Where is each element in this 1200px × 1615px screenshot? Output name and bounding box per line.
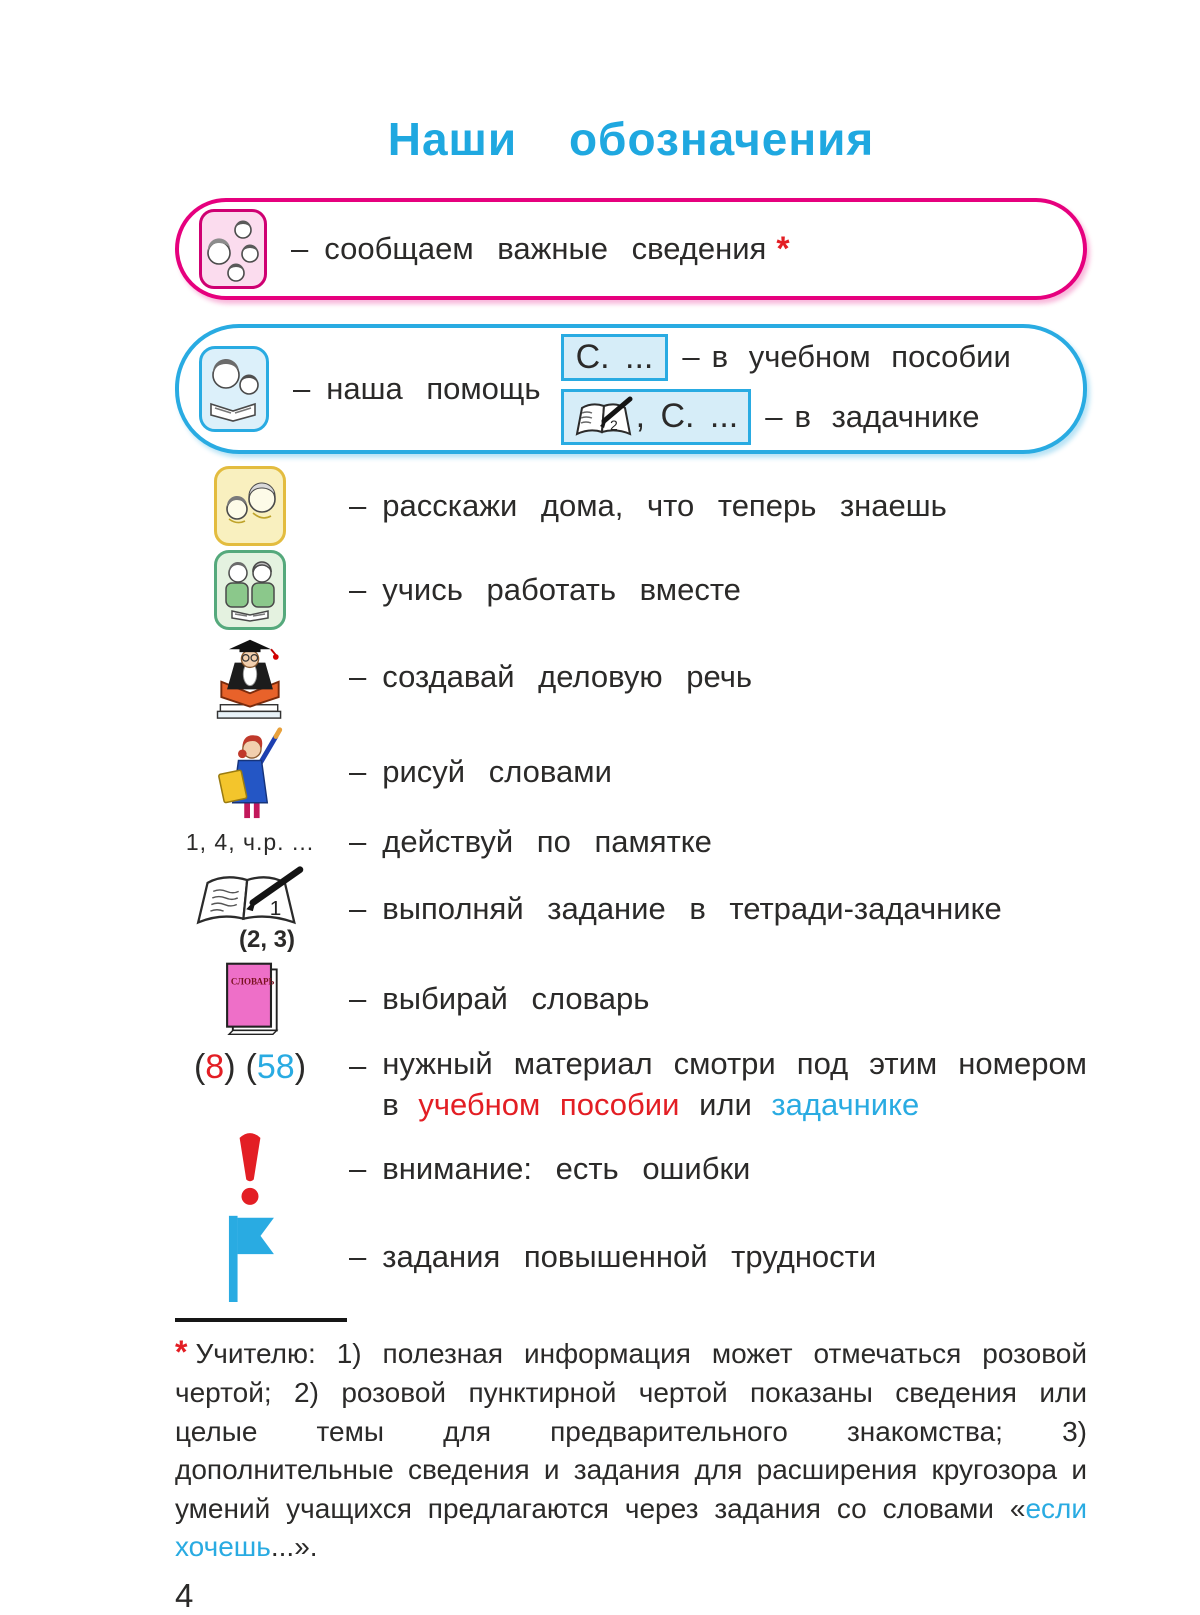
footnote-asterisk: * bbox=[175, 1333, 188, 1370]
legend-label: выбирай словарь bbox=[382, 981, 650, 1016]
legend-list bbox=[175, 466, 1087, 1302]
legend-label: рисуй словами bbox=[382, 754, 612, 789]
important-info-label: сообщаем важные сведения bbox=[324, 231, 767, 266]
our-help-label: наша помощь bbox=[326, 371, 541, 406]
dash: – bbox=[291, 231, 309, 266]
dictionary-icon bbox=[217, 958, 283, 1040]
legend-row-numbered-material bbox=[175, 1044, 1087, 1126]
page-ref-box: С. ... bbox=[561, 334, 669, 381]
dash: – bbox=[293, 371, 311, 406]
taskbook-number: 58 bbox=[256, 1048, 295, 1086]
legend-label: учись работать вместе bbox=[382, 572, 741, 607]
svg-text:2: 2 bbox=[609, 416, 618, 433]
professor-icon bbox=[212, 634, 288, 720]
legend-row-business-speech bbox=[175, 634, 1087, 720]
footnote-text: * Учителю: 1) полезная информация может отмечаться розовой чертой; 2) розовой пунктирной чертой показаны сведения или целые темы для предварительного знакомства; 3) дополнительные сведения и задания для расширения кругозора и умений учащихся предлагаются через задания со словами «если хочешь...». bbox=[175, 1333, 1087, 1563]
taskbook-reference bbox=[561, 389, 1011, 445]
dash: – bbox=[349, 1238, 367, 1274]
teacher-footnote bbox=[175, 1318, 1087, 1567]
number-references: (8) (58) bbox=[193, 1048, 307, 1086]
legend-row-attention bbox=[175, 1130, 1087, 1208]
dash: – bbox=[349, 981, 367, 1016]
taskbook-ref-label: в задачнике bbox=[794, 398, 980, 434]
page-number: 4 bbox=[175, 1577, 194, 1615]
dash: – bbox=[349, 572, 367, 607]
page-content bbox=[175, 0, 1087, 1615]
our-help-box bbox=[175, 324, 1087, 454]
textbook-number: 8 bbox=[205, 1048, 225, 1086]
flag-icon bbox=[223, 1212, 277, 1302]
dash: – bbox=[682, 339, 700, 374]
help-references bbox=[561, 334, 1011, 445]
legend-row-draw-with-words bbox=[175, 724, 1087, 820]
taskbook-ref-box bbox=[561, 389, 752, 445]
if-you-want-highlight: если хочешь bbox=[175, 1492, 1087, 1563]
legend-label: расскажи дома, что теперь знаешь bbox=[382, 488, 947, 523]
legend-label: задания повышенной трудности bbox=[382, 1238, 877, 1274]
legend-row-tell-home bbox=[175, 466, 1087, 546]
dash: – bbox=[349, 754, 367, 789]
footnote-asterisk: * bbox=[776, 229, 790, 268]
legend-row-dictionary bbox=[175, 958, 1087, 1040]
dash: – bbox=[349, 659, 367, 694]
mother-child-reading-icon bbox=[199, 346, 269, 432]
exclamation-icon bbox=[233, 1130, 267, 1208]
dash: – bbox=[349, 1150, 367, 1186]
textbook-reference bbox=[561, 334, 1011, 381]
legend-label: создавай деловую речь bbox=[382, 659, 753, 694]
legend-row-memo bbox=[175, 824, 1087, 860]
faces-icon bbox=[199, 209, 267, 289]
dash: – bbox=[349, 824, 367, 859]
memo-numbers-label: 1, 4, ч.р. ... bbox=[185, 828, 315, 855]
two-children-icon bbox=[214, 550, 286, 630]
important-info-box bbox=[175, 198, 1087, 300]
dash: – bbox=[349, 1048, 367, 1083]
notebook-pen-icon bbox=[189, 864, 311, 930]
legend-label: действуй по памятке bbox=[382, 824, 712, 859]
legend-row-taskbook bbox=[175, 864, 1087, 954]
artist-icon bbox=[219, 724, 281, 820]
svg-text:1: 1 bbox=[269, 896, 282, 920]
svg-text:СЛОВАРЬ: СЛОВАРЬ bbox=[230, 976, 275, 987]
taskbook-highlight: задачнике bbox=[771, 1086, 920, 1122]
dash: – bbox=[349, 488, 367, 523]
legend-row-work-together bbox=[175, 550, 1087, 630]
taskbook-page-ref: , С. ... bbox=[635, 397, 739, 435]
textbook-highlight: учебном пособии bbox=[418, 1086, 680, 1122]
legend-label: внимание: есть ошибки bbox=[382, 1150, 751, 1186]
dash: – bbox=[349, 891, 367, 926]
footnote-rule bbox=[175, 1318, 347, 1322]
page-title: Наши обозначения bbox=[387, 113, 875, 165]
notebook-pen-icon bbox=[574, 395, 636, 439]
parent-child-icon bbox=[214, 466, 286, 546]
legend-label: нужный материал смотри под этим номером в учебном пособии или задачнике bbox=[382, 1046, 1087, 1122]
taskbook-parts-caption: (2, 3) bbox=[238, 926, 295, 953]
legend-row-advanced bbox=[175, 1212, 1087, 1302]
legend-label: выполняй задание в тетради-задачнике bbox=[382, 891, 1002, 926]
dash: – bbox=[765, 398, 783, 434]
textbook-ref-label: в учебном пособии bbox=[711, 339, 1011, 374]
